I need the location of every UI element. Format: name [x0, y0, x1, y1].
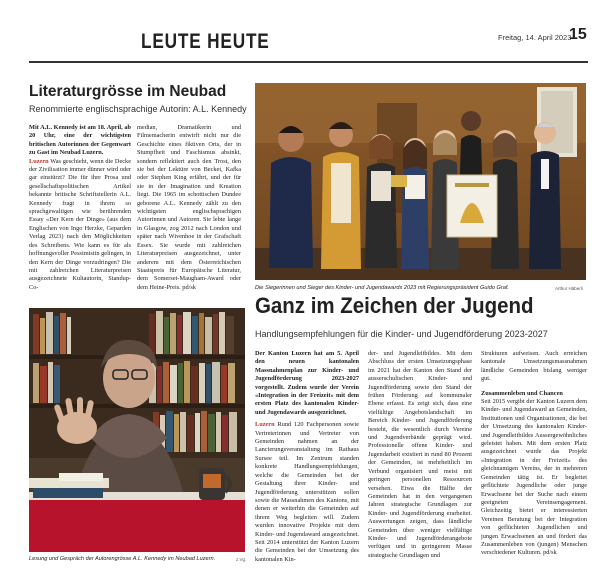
issue-date: Freitag, 14. April 2023	[498, 33, 572, 42]
article1-photo	[29, 308, 245, 552]
article1-body-2: median, Dramatikerin und Filmemacherin entwirft nicht nur die Geschichte eines fiktiven Orts, der in Stumpfheit und Faschismus absinkt, sondern reflektiert auch den Trost, den sie bei der Lektüre von Becket, Kafka oder Stephen King erfährt, und der für sie in der Imagination und Kreation liegt. Die 1965 im schottischen Dundee geborene A.L. Kennedy zählt zu den wichtigsten englischsprachigen Autorinnen und Autoren. Sie lebte lange in Glasgow, zog 2012 nach London und später nach Wivenhoe in der Grafschaft Essex. Sie wurde mit zahlreichen Literaturpreisen ausgezeichnet, unter anderem mit dem Österreichischen Staatspreis für Europäische Literatur, dem Somerset-Maugham-Award oder dem Heine-Preis. pd/sk	[137, 124, 241, 291]
article1-dateline: Luzern	[29, 157, 49, 165]
article2-photo-caption: Die Siegerinnen und Sieger des Kinder- und Jugendawards 2023 mit Regierungspräsident Guido Graf.	[255, 285, 509, 291]
article1-body-1: Was geschieht, wenn die Decke der Zivilisation immer dünner wird oder gar einstürzt? Die für ihre Prosa und gesellschaftspolitischen Artikel bekannte britische Schriftstellerin A.L. Kennedy fragt in ihrem so sprachgewaltigen wie berührenden Essay «Der Kern der Dinge» (aus dem Englischen von Ingo Herzke, Geparden Verlag 2023) nach den Möglichkeiten des Schreibens. Wie kann es für als hoffnungsvoller Pessimistin gelingen, in den Kern der Dinge vorzudringen? Die mit zahlreichen Literaturpreisen ausgezeichnete Kultautorin, Standup-Co-	[29, 157, 131, 291]
article2-body-4: Seit 2015 vergibt der Kanton Luzern dem Kinder- und Jugendaward an Gemeinden, Institutionen und Organisationen, die bei der Umsetzung des kantonalen Kinder- und Jugendleitbildes Aussergewöhnliches geleistet haben. Mit dem ersten Platz ausgezeichnet wurde das Projekt «Integration in der Freizeit» des gleichnamigen Vereins, der in mehreren Gemeinden tätig ist. Er begleitet geflüchtete Jugendliche oder junge Erwachsene bei der Suche nach einem geeigneten Vereinsengagement. Gleichzeitig bietet er interessierten Vereinen Beratung bei der Integration von geflüchteten Jugendlichen und jungen Erwachsenen an und fördert das Zusammenleben von (jungen) Menschen verschiedener Kulturen. pd/sk	[481, 398, 587, 557]
article2-photo-credit: Arthur Häberli	[555, 286, 583, 291]
article2-lead: Der Kanton Luzern hat am 5. April den neuen kantonalen Massnahmenplan zur Kinder- und Jugendförderung 2023-2027 vorgestellt. Zudem wurde der Verein «Integration in der Freizeit» mit dem ersten Platz des kantonalen Kinder- und Jugendawards ausgezeichnet.	[255, 350, 359, 416]
article2-title: Ganz im Zeichen der Jugend	[255, 293, 534, 318]
article2-photo	[255, 83, 586, 280]
article2-body-1: Rund 120 Fachpersonen sowie Vertreterinnen und Vertreter von Gemeinden nahmen an der Lancierungsveranstaltung im Rathaus Sursee teil. Im Zentrum standen konkrete Handlungsempfehlungen, welche die Gemeinden bei der Gestaltung ihrer Kinder- und Jugendförderung unterstützen sollen sowie die Massnahmen des Kantons, mit denen er weiterhin die Gemeinden auf ihrem Weg begleiten will. Zudem wurden innovative Projekte mit dem Kinder- und Jugendaward ausgezeichnet. Seit 2014 unterstützt der Kanton Luzern die Gemeinden bei der Umsetzung des kantonalen Kin-	[255, 421, 359, 563]
article1-photo-caption: Lesung und Gespräch der Autorengrösse A.L. Kennedy im Neubad Luzern.	[29, 556, 216, 562]
article1-subtitle: Renommierte englischsprachige Autorin: A.L. Kennedy	[29, 104, 247, 114]
article2-subheading: Zusammenleben und Chancen	[481, 389, 563, 397]
article1-column-1	[29, 124, 131, 299]
article2-column-1	[255, 350, 359, 570]
article2-column-2	[368, 350, 472, 570]
article1-lead: Mit A.L. Kennedy ist am 18. April, ab 20 Uhr, eine der wichtigsten britischen Autorinnen der Gegenwart zu Gast im Neubad Luzern.	[29, 124, 131, 157]
article2-body-2: der- und Jugendleitbildes. Mit dem Abschluss der ersten Umsetzungsphase im 2021 hat der Kanton den Stand der ausserschulischen Kinder- und Jugendförderung sowie den Stand der frühen Förderung auf kommunaler Ebene erfasst. Es zeigt sich, dass eine vielfältige Angebotslandschaft im Bereich Kinder- und Jugendförderung besteht, die wesentlich durch Vereine und Jugendverbände geprägt wird. Professionelle offene Kinder- und Jugendarbeit existiert in rund 80 Prozent der Gemeinden, ist mehrheitlich im Verbund organisiert und meist mit geringen personellen Ressourcen versehen. Etwa die Hälfte der Gemeinden hat in den vergangenen Jahren strategische Grundlagen zur Kinder- und Jugendförderung erarbeitet. Auswertungen zeigen, dass ländliche Gemeinden über weniger vielfältige Kinder- und Jugendförderangebote verfügen und in geringerem Masse strategische Grundlagen und	[368, 350, 472, 559]
page-number: 15	[569, 26, 587, 43]
article2-body-3: Strukturen aufweisen. Auch erreichen kantonale Umsetzungsmassnahmen ländliche Gemeinden bislang weniger gut.	[481, 350, 587, 383]
section-title: LEUTE HEUTE	[141, 30, 270, 53]
article1-title: Literaturgrösse im Neubad	[29, 83, 227, 100]
article1-photo-credit: z.Vg.	[236, 557, 247, 562]
article1-column-2	[137, 124, 241, 299]
header-rule	[29, 61, 588, 63]
article2-dateline: Luzern	[255, 421, 275, 429]
article2-subtitle: Handlungsempfehlungen für die Kinder- und Jugendförderung 2023-2027	[255, 329, 548, 339]
article2-column-3	[481, 350, 587, 570]
